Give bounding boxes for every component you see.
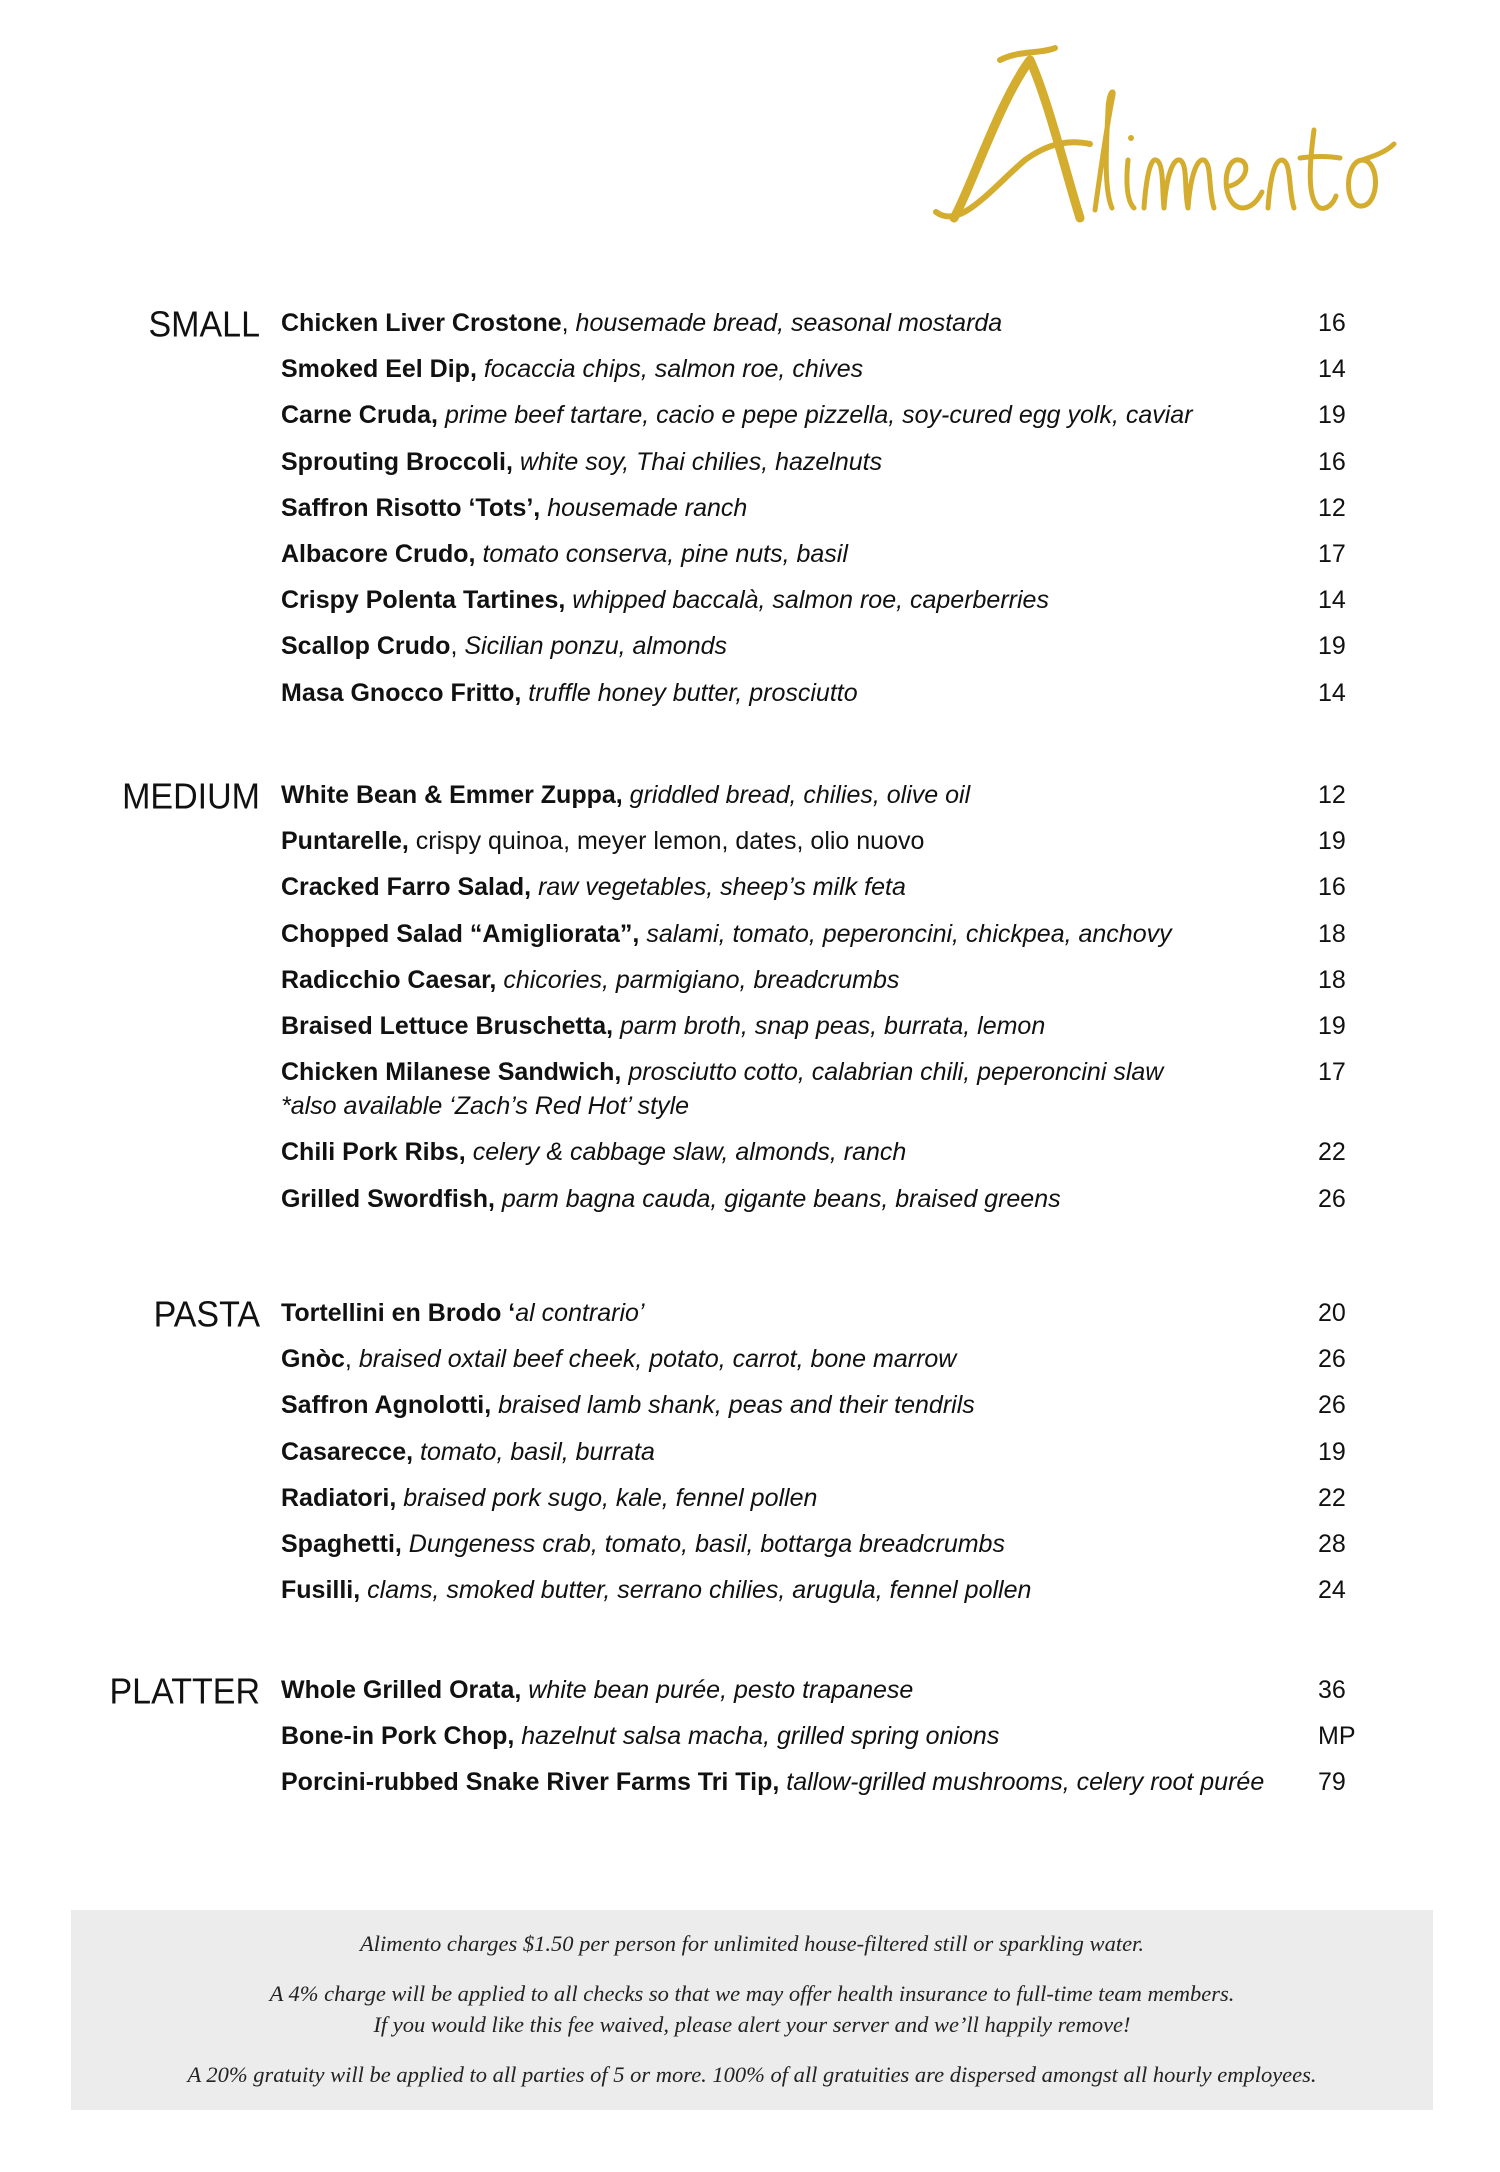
- item-name: Sprouting Broccoli,: [281, 447, 513, 476]
- menu-item: [281, 1719, 1361, 1753]
- item-name: Carne Cruda,: [281, 401, 438, 430]
- menu-item: [281, 824, 1361, 858]
- menu-item: [281, 1296, 1361, 1330]
- item-separator: ,: [344, 1345, 359, 1374]
- menu-item: [281, 1182, 1361, 1216]
- menu-item: [281, 1481, 1361, 1515]
- insurance-charge-note: A 4% charge will be applied to all checks so that we may offer health insurance to full-time team members.: [269, 1981, 1235, 2006]
- item-description: tomato conserva, pine nuts, basil: [482, 540, 848, 568]
- item-name: Spaghetti,: [281, 1530, 402, 1558]
- item-price: 22: [1318, 1483, 1346, 1512]
- item-separator: [613, 1012, 620, 1040]
- item-description: prosciutto cotto, calabrian chili, peperoncini slaw: [628, 1058, 1164, 1087]
- item-price: 18: [1318, 919, 1346, 948]
- item-price: 19: [1318, 401, 1346, 430]
- menu-item: [281, 537, 1361, 571]
- item-description: braised lamb shank, peas and their tendrils: [498, 1391, 975, 1420]
- item-description: salami, tomato, peperoncini, chickpea, anchovy: [646, 919, 1172, 948]
- section-title: PASTA: [153, 1295, 260, 1335]
- item-price: 19: [1318, 1012, 1346, 1040]
- item-separator: ,: [450, 632, 465, 661]
- item-description: focaccia chips, salmon roe, chives: [483, 355, 864, 384]
- item-name: Porcini-rubbed Snake River Farms Tri Tip,: [281, 1768, 780, 1797]
- item-description: housemade bread, seasonal mostarda: [575, 309, 1003, 337]
- item-description: griddled bread, chilies, olive oil: [629, 781, 971, 809]
- footer-notice: [71, 1910, 1433, 2110]
- menu-item: [281, 778, 1361, 812]
- item-name: Saffron Risotto ‘Tots’,: [281, 493, 541, 522]
- item-name: Grilled Swordfish,: [281, 1184, 495, 1213]
- item-price: 12: [1318, 493, 1346, 522]
- item-description: tallow-grilled mushrooms, celery root purée: [786, 1768, 1265, 1797]
- item-price: 16: [1318, 447, 1346, 476]
- item-price: 26: [1318, 1345, 1346, 1374]
- item-name: Chili Pork Ribs,: [281, 1138, 466, 1167]
- item-price: 79: [1318, 1768, 1346, 1797]
- item-name: Bone-in Pork Chop,: [281, 1722, 515, 1751]
- item-description: crispy quinoa, meyer lemon, dates, olio nuovo: [415, 827, 925, 856]
- item-name: Masa Gnocco Fritto,: [281, 678, 522, 707]
- item-name: Scallop Crudo: [281, 632, 451, 661]
- item-name: Smoked Eel Dip,: [281, 355, 477, 384]
- item-separator: [495, 1185, 502, 1213]
- item-price: 17: [1318, 540, 1346, 568]
- item-name: Gnòc: [281, 1345, 345, 1374]
- water-charge-note: Alimento charges $1.50 per person for unlimited house-filtered still or sparkling water.: [360, 1931, 1144, 1956]
- menu-item: [281, 1388, 1361, 1422]
- item-separator: [623, 781, 630, 809]
- menu-item: [281, 1055, 1361, 1123]
- menu-item: [281, 870, 1361, 904]
- item-separator: ,: [561, 309, 576, 337]
- item-name: Chicken Liver Crostone: [281, 309, 562, 337]
- item-price: 26: [1318, 1391, 1346, 1420]
- menu-item: [281, 1673, 1361, 1707]
- section-title: MEDIUM: [122, 777, 260, 817]
- menu-item: [281, 629, 1361, 663]
- item-name: Whole Grilled Orata,: [281, 1676, 522, 1704]
- item-price: 18: [1318, 965, 1346, 994]
- item-price: 14: [1318, 586, 1346, 615]
- item-description: chicories, parmigiano, breadcrumbs: [503, 965, 900, 994]
- item-price: 36: [1318, 1676, 1346, 1704]
- item-price: 19: [1318, 632, 1346, 661]
- item-price: 12: [1318, 781, 1346, 809]
- menu-item: [281, 583, 1361, 617]
- item-separator: [413, 1438, 420, 1466]
- item-price: 22: [1318, 1138, 1346, 1167]
- alimento-logo: [930, 40, 1400, 250]
- section-title: PLATTER: [109, 1672, 260, 1712]
- menu-item: [281, 1342, 1361, 1376]
- menu-item: [281, 352, 1361, 386]
- item-note: *also available ‘Zach’s Red Hot’ style: [281, 1092, 690, 1121]
- item-price: 16: [1318, 873, 1346, 902]
- menu-item: [281, 1765, 1361, 1799]
- item-name: Chicken Milanese Sandwich,: [281, 1058, 622, 1087]
- section-title: SMALL: [148, 305, 260, 345]
- menu-item: [281, 306, 1361, 340]
- item-description: prime beef tartare, cacio e pepe pizzella, soy-cured egg yolk, caviar: [444, 401, 1193, 430]
- item-description: celery & cabbage slaw, almonds, ranch: [472, 1138, 907, 1167]
- item-description: tomato, basil, burrata: [420, 1437, 655, 1466]
- item-name: Saffron Agnolotti,: [281, 1391, 492, 1420]
- item-name: Braised Lettuce Bruschetta,: [281, 1012, 614, 1040]
- item-separator: [438, 401, 445, 429]
- item-description: white soy, Thai chilies, hazelnuts: [519, 447, 883, 476]
- item-description: truffle honey butter, prosciutto: [528, 678, 858, 707]
- menu-item: [281, 1527, 1361, 1561]
- item-price: 26: [1318, 1184, 1346, 1213]
- item-price: 19: [1318, 1437, 1346, 1466]
- item-name: Albacore Crudo,: [281, 540, 476, 568]
- item-name: Radicchio Caesar,: [281, 965, 497, 994]
- item-name: White Bean & Emmer Zuppa,: [281, 781, 623, 809]
- item-name: Fusilli,: [281, 1576, 361, 1605]
- item-name: Chopped Salad “Amigliorata”,: [281, 919, 640, 948]
- insurance-waiver-note: If you would like this fee waived, please alert your server and we’ll happily remove!: [373, 2012, 1131, 2037]
- item-description: Dungeness crab, tomato, basil, bottarga breadcrumbs: [408, 1530, 1005, 1558]
- item-separator: [477, 355, 484, 383]
- item-description: parm broth, snap peas, burrata, lemon: [620, 1012, 1046, 1040]
- item-price: 16: [1318, 309, 1346, 337]
- item-name: Crispy Polenta Tartines,: [281, 586, 566, 615]
- gratuity-note: A 20% gratuity will be applied to all parties of 5 or more. 100% of all gratuities are dispersed amongst all hourly employees.: [187, 2062, 1317, 2087]
- item-name: Tortellini en Brodo ‘: [281, 1299, 516, 1327]
- item-separator: [402, 1530, 409, 1558]
- item-separator: [513, 448, 520, 476]
- item-description: raw vegetables, sheep’s milk feta: [538, 873, 906, 902]
- item-price: 17: [1318, 1058, 1346, 1087]
- item-description: parm bagna cauda, gigante beans, braised greens: [501, 1184, 1061, 1213]
- item-price: 28: [1318, 1530, 1346, 1558]
- item-price: 14: [1318, 678, 1346, 707]
- item-price: MP: [1318, 1722, 1356, 1751]
- menu-item: [281, 491, 1361, 525]
- menu-item: [281, 1009, 1361, 1043]
- item-price: 24: [1318, 1576, 1346, 1605]
- item-name: Radiatori,: [281, 1483, 397, 1512]
- item-name: Cracked Farro Salad,: [281, 873, 532, 902]
- item-price: 20: [1318, 1299, 1346, 1327]
- item-separator: [409, 827, 416, 855]
- menu-item: [281, 398, 1361, 432]
- item-description: housemade ranch: [547, 493, 748, 522]
- item-price: 14: [1318, 355, 1346, 384]
- item-description: braised oxtail beef cheek, potato, carrot, bone marrow: [358, 1345, 957, 1374]
- menu-item: [281, 1573, 1361, 1607]
- item-price: 19: [1318, 827, 1346, 856]
- item-description: white bean purée, pesto trapanese: [528, 1676, 914, 1704]
- item-description: whipped baccalà, salmon roe, caperberries: [572, 586, 1049, 615]
- item-description: hazelnut salsa macha, grilled spring onions: [521, 1722, 1000, 1751]
- item-description: Sicilian ponzu, almonds: [464, 632, 728, 661]
- menu-item: [281, 963, 1361, 997]
- item-name: Casarecce,: [281, 1437, 414, 1466]
- item-description: clams, smoked butter, serrano chilies, arugula, fennel pollen: [367, 1576, 1032, 1605]
- item-description: al contrario’: [515, 1299, 645, 1327]
- menu-item: [281, 445, 1361, 479]
- menu-item: [281, 917, 1361, 951]
- item-name: Puntarelle,: [281, 827, 409, 856]
- menu-item: [281, 676, 1361, 710]
- alimento-logo-art: [930, 40, 1400, 250]
- item-separator: [466, 1138, 473, 1166]
- menu-item: [281, 1135, 1361, 1169]
- menu-item: [281, 1435, 1361, 1469]
- item-description: braised pork sugo, kale, fennel pollen: [403, 1483, 818, 1512]
